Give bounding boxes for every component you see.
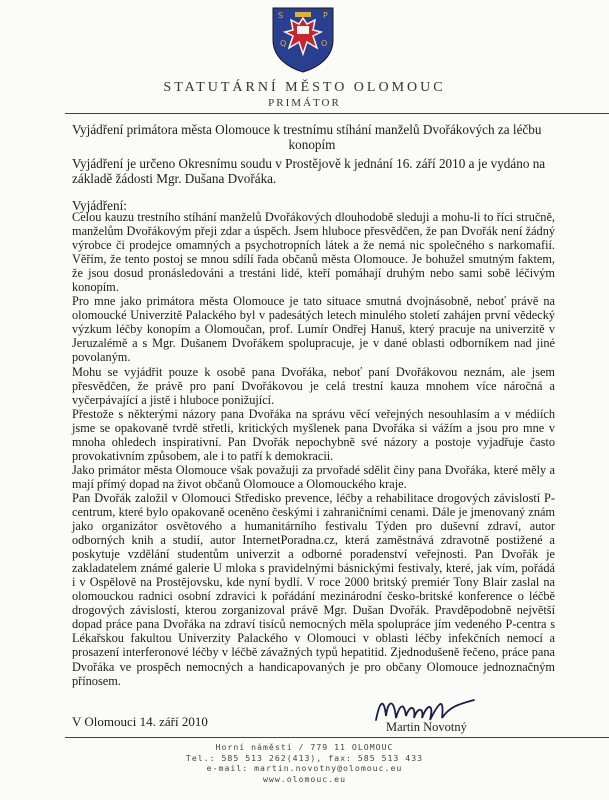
document-intro: Vyjádření je určeno Okresnímu soudu v Prostějově k jednání 16. září 2010 a je vydáno na základě žádosti Mgr. Dušana Dvořáka. [72,156,546,186]
footer-phone: Tel.: 585 513 262(413), fax: 585 513 433 [185,752,424,763]
city-coat-of-arms [267,4,339,74]
footer-web: www.olomouc.eu [262,773,346,784]
signer-name: Martin Novotný [386,720,467,734]
statement-paragraph: Celou kauzu trestního stíhání manželů Dvořákových dlouhodobě sleduji a mohu-li to říci stručně, manželům Dvořákovým přeji zdar a úspěch. Jsem hluboce přesvědčen, že pan Dvořák není žádný výrobce či prodejce omamných a psychotropních látek a že nemá nic společného s narkomafií. Věřím, že tento postoj se mnou sdílí řada občanů města Olomouce. Je bohužel smutným faktem, že jsou dosud pronásledováni a trestáni lidé, kteří pomáhají druhým nebo sami sobě léčivým konopím. [72,210,555,295]
crest-letter-o: O [321,39,328,48]
crest-letter-q: Q [280,39,287,48]
document-title-line1: Vyjádření primátora města Olomouce k trestnímu stíhání manželů Dvořákových za léčbu [72,122,542,137]
crest-letter-p: P [323,11,328,20]
statement-paragraph: Přestože s některými názory pana Dvořáka na správu věcí veřejných nesouhlasím a v médiích jsme se opakovaně tvrdě střetli, kritických myšlenek pana Dvořáka si vážím a jsou pro mne v mnoha ohledech inspirativní. Pan Dvořák nepochybně své názory a postoje vyjadřuje často provokativním způsobem, ale i to patří k demokracii. [72,406,555,463]
statement-paragraph: Jako primátor města Olomouce však považuji za prvořadé sdělit činy pana Dvořáka, které měly a mají přímý dopad na život občanů Olomouce a Olomouckého kraje. [72,462,555,491]
statement-body [72,210,555,688]
footer-email: e-mail: martin.novotny@olomouc.eu [206,763,403,773]
crest-letter-s: S [278,11,284,20]
footer-divider [65,737,609,738]
statement-paragraph: Mohu se vyjádřit pouze k osobě pana Dvořáka, neboť paní Dvořákovou neznám, ale jsem přesvědčen, že právě pro paní Dvořákovou je celá trestní kauza mnohem více náročná a vyčerpávající a jistě i hluboce ponižující. [72,364,555,407]
statement-paragraph: Pro mne jako primátora města Olomouce je tato situace smutná dvojnásobně, neboť právě na olomoucké Univerzitě Palackého byl v padesátých letech minulého století zahájen první vědecký výzkum léčby konopím a Olomoučan, prof. Lumír Ondřej Hanuš, který pracuje na univerzitě v Jeruzalémě a s Mgr. Dušanem Dvořákem spolupracuje, je v dané oblasti odborníkem nad jiné povolaným. [72,294,555,365]
letterhead-title: STATUTÁRNÍ MĚSTO OLOMOUC [163,80,446,95]
document-title [72,122,552,152]
document-title-line2: konopím [288,137,336,152]
header-divider [65,113,609,114]
letterhead-subtitle: PRIMÁTOR [268,97,341,109]
letterhead-footer [0,742,609,784]
statement-label: Vyjádření: [72,198,127,213]
statement-paragraph: Pan Dvořák založil v Olomouci Středisko prevence, léčby a rehabilitace drogových závislostí P-centrum, které bylo opakovaně oceněno českými i zahraničními cenami. Dále je jmenovaný znám jako organizátor osvětového a humanitárního festivalu Týden pro duševní zdraví, autor odborných knih a studií, autor InternetPoradna.cz, která zaměstnává zdravotně postižené a poskytuje vzdělání studentům univerzit a odborné poradenství veřejnosti. Pan Dvořák je zakladatelem známé galerie U mloka s pravidelnými básnickými festivaly, které, jak vím, pořádá i v Ospělově na Prostějovsku, kde nyní bydlí. V roce 2000 britský premiér Tony Blair zaslal na olomouckou radnici osobní zdravici k pořádání mezinárodní česko-britské konference o léčbě drogových závislostí, kterou zorganizoval právě Mgr. Dušan Dvořák. Pravděpodobně největší dopad práce pana Dvořáka na zdraví tisíců nemocných měla spolupráce jím vedeného P-centra s Lékařskou fakultou Univerzity Palackého v Olomouci v oblasti léčby infekčních nemocí a prosazení interferonové léčby v léčbě závažných typů hepatitid. Zjednodušeně řečeno, práce pana Dvořáka ve prospěch nemocných a handicapovaných je pro občany Olomouce jednoznačným přínosem. [72,490,555,688]
footer-address: Horní náměstí / 779 11 OLOMOUC [215,742,394,752]
document-date: V Olomouci 14. září 2010 [72,714,208,729]
